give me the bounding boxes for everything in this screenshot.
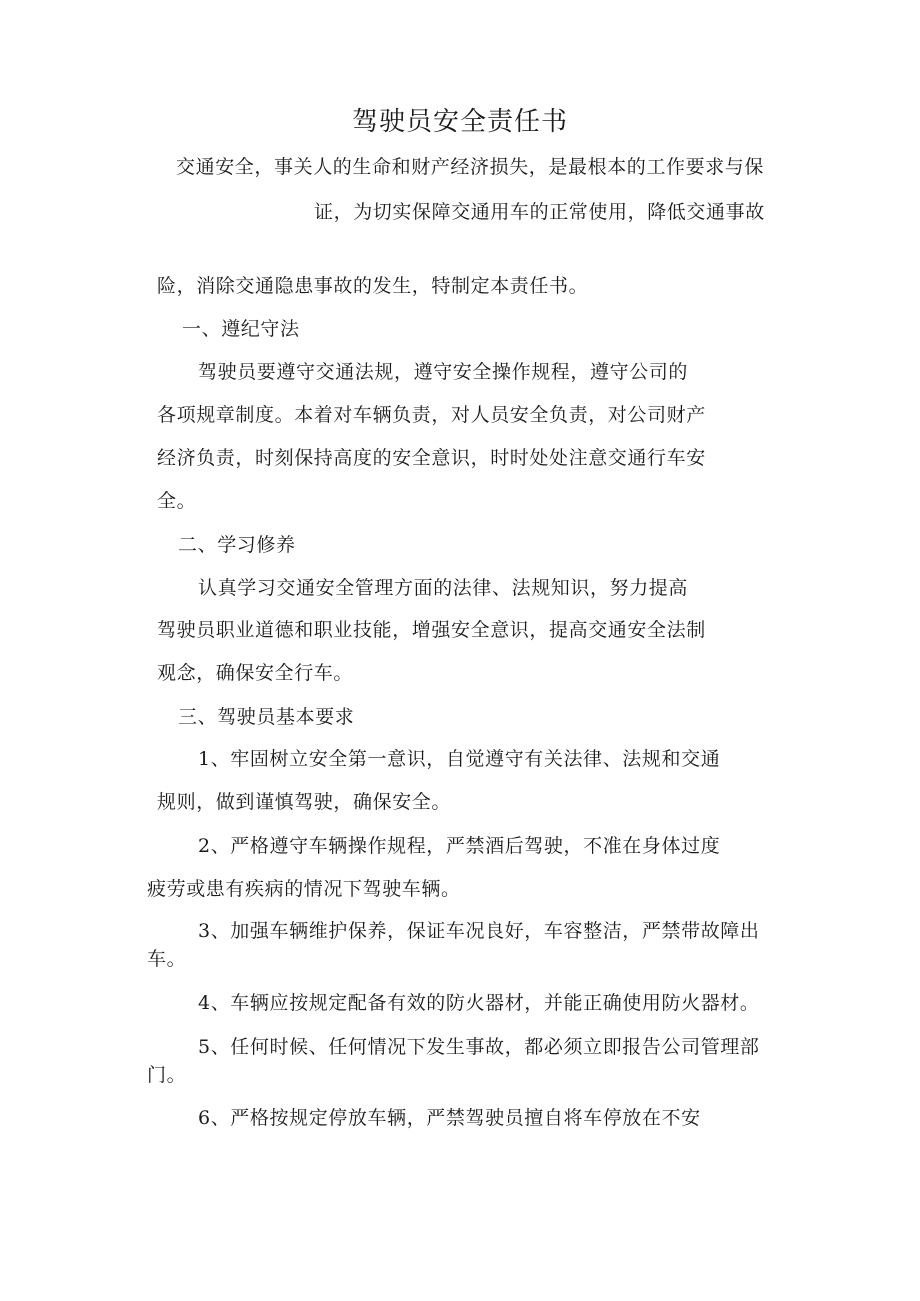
- section-1-line: 驾驶员要遵守交通法规，遵守安全操作规程，遵守公司的: [198, 361, 689, 383]
- requirement-6-line: 6、严格按规定停放车辆，严禁驾驶员擅自将车停放在不安: [198, 1107, 701, 1129]
- requirement-2-line: 疲劳或患有疾病的情况下驾驶车辆。: [147, 878, 461, 900]
- section-2-heading: 二、学习修养: [178, 534, 296, 556]
- requirement-5-line: 5、任何时候、任何情况下发生事故，都必须立即报告公司管理部: [198, 1036, 760, 1058]
- requirement-1-line: 1、牢固树立安全第一意识，自觉遵守有关法律、法规和交通: [198, 748, 721, 770]
- requirement-2-line: 2、严格遵守车辆操作规程，严禁酒后驾驶，不准在身体过度: [198, 835, 721, 857]
- section-2-line: 观念，确保安全行车。: [157, 662, 354, 684]
- section-1-heading: 一、遵纪守法: [182, 318, 300, 340]
- section-2-line: 认真学习交通安全管理方面的法律、法规知识，努力提高: [198, 577, 689, 599]
- intro-line-1: 交通安全，事关人的生命和财产经济损失，是最根本的工作要求与保: [176, 156, 765, 178]
- section-3-heading: 三、驾驶员基本要求: [178, 706, 355, 728]
- requirement-3-line: 车。: [147, 948, 187, 970]
- requirement-4-line: 4、车辆应按规定配备有效的防火器材，并能正确使用防火器材。: [198, 992, 760, 1014]
- section-2-line: 驾驶员职业道德和职业技能，增强安全意识，提高交通安全法制: [157, 619, 706, 641]
- document-title: 驾驶员安全责任书: [351, 107, 568, 137]
- section-1-line: 各项规章制度。本着对车辆负责，对人员安全负责，对公司财产: [157, 404, 706, 426]
- intro-line-2: 证，为切实保障交通用车的正常使用，降低交通事故: [314, 201, 765, 223]
- requirement-5-line: 门。: [147, 1064, 187, 1086]
- requirement-1-line: 规则，做到谨慎驾驶，确保安全。: [157, 791, 452, 813]
- section-1-line: 经济负责，时刻保持高度的安全意识，时时处处注意交通行车安: [157, 447, 706, 469]
- requirement-3-line: 3、加强车辆维护保养，保证车况良好，车容整洁，严禁带故障出: [198, 920, 760, 942]
- intro-line-3: 险，消除交通隐患事故的发生，特制定本责任书。: [157, 275, 589, 297]
- section-1-line: 全。: [157, 490, 197, 512]
